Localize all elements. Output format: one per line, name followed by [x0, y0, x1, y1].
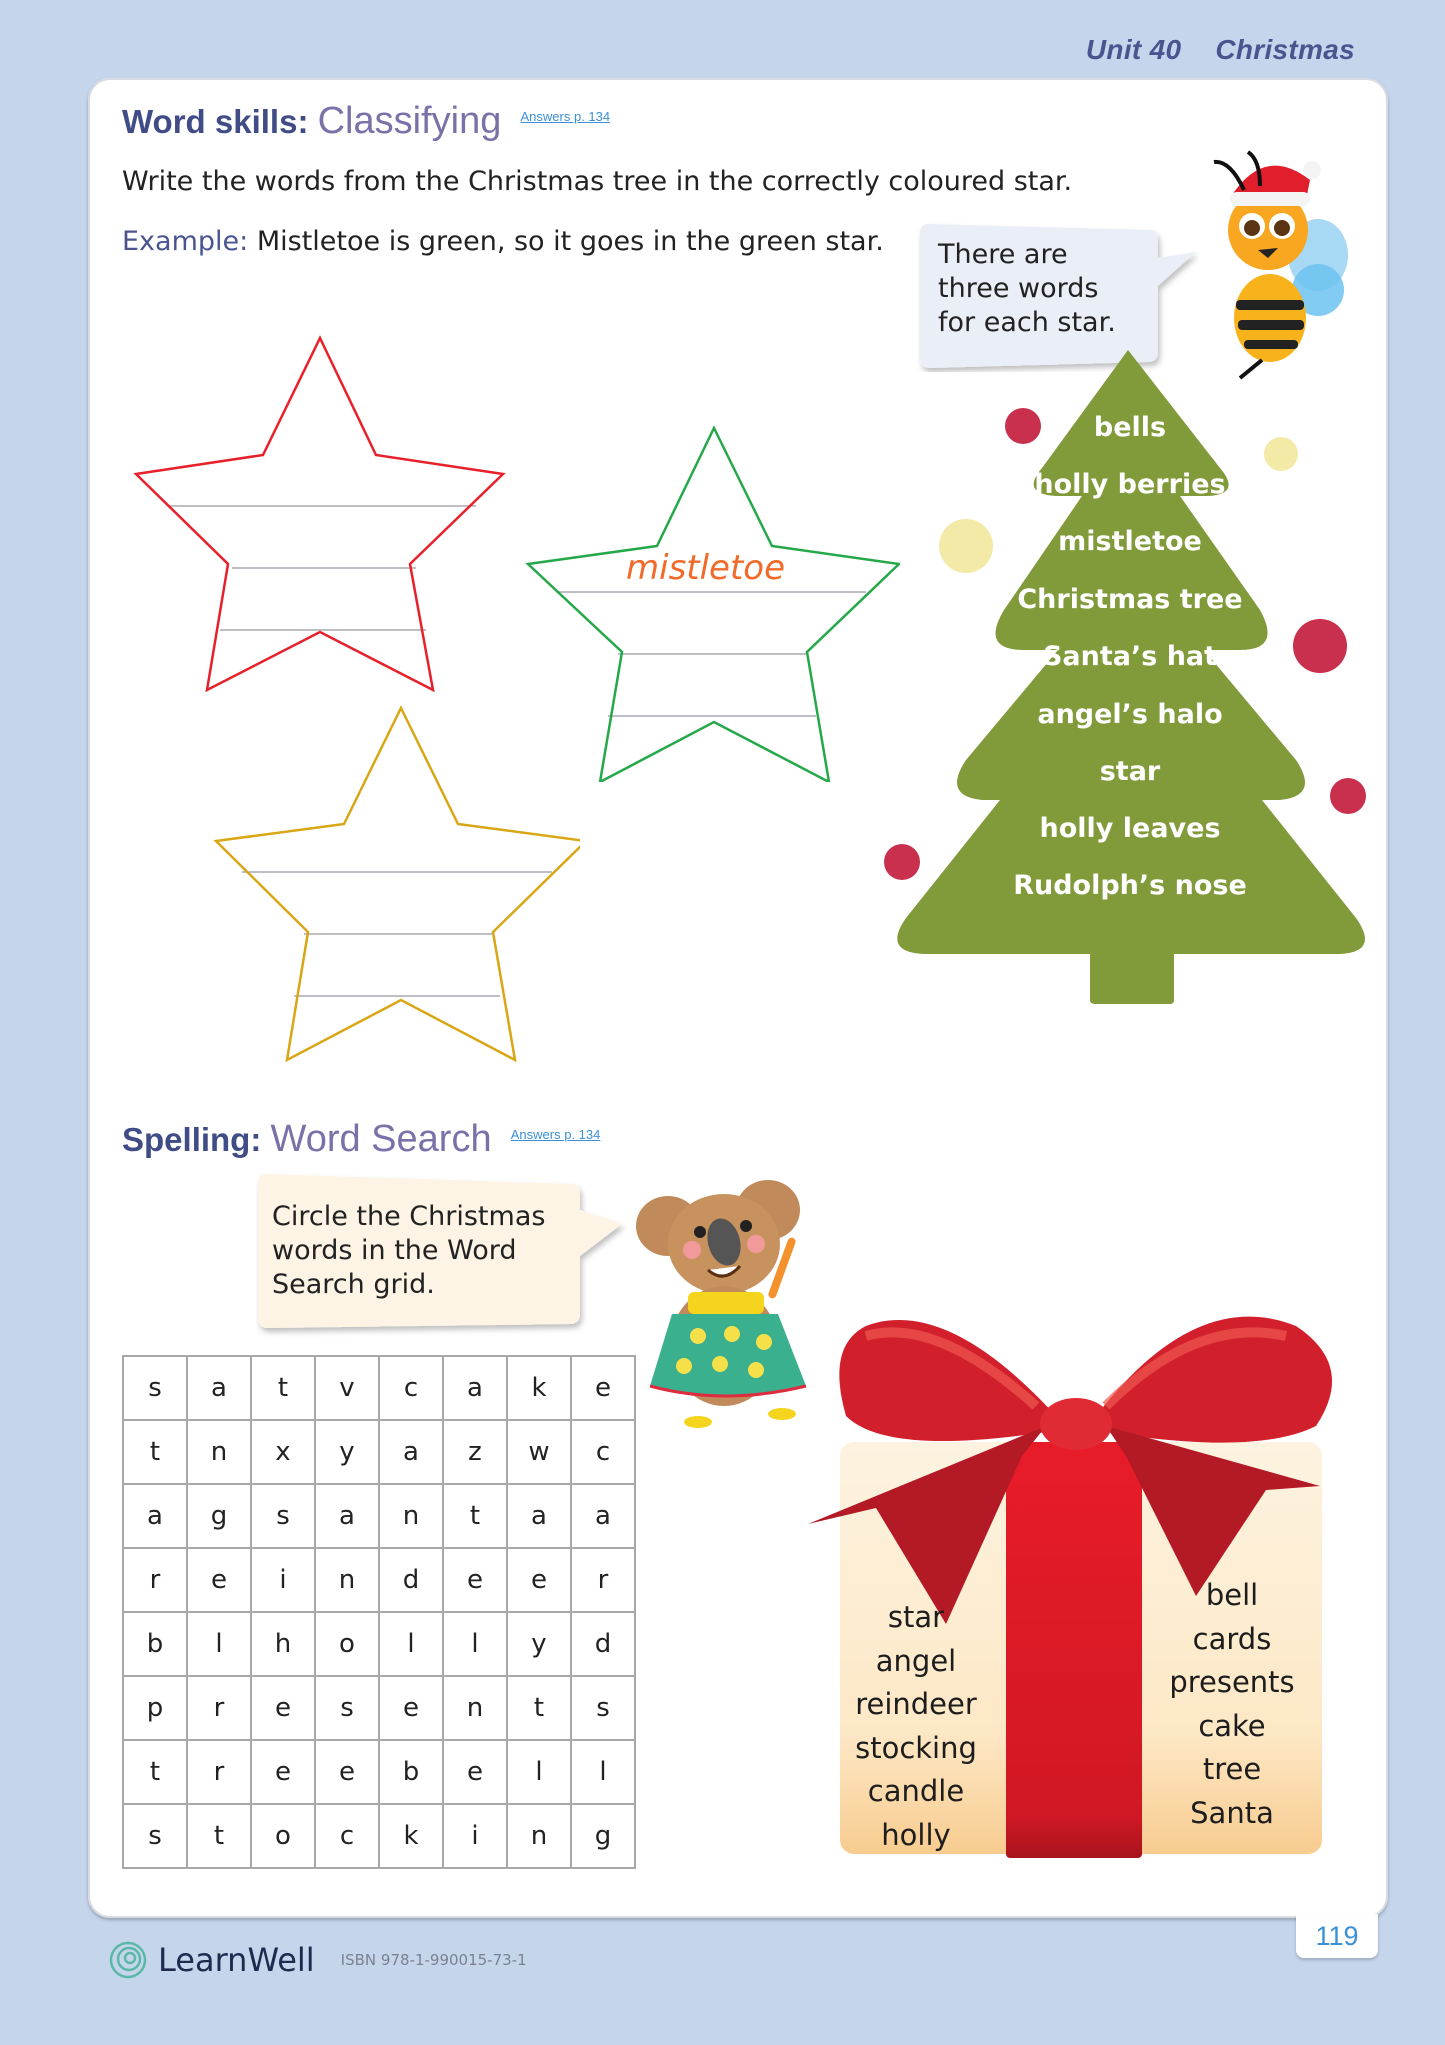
grid-cell[interactable]: g	[571, 1804, 635, 1868]
grid-cell[interactable]: a	[571, 1484, 635, 1548]
tree-word: Santa’s hat	[1042, 641, 1218, 672]
grid-cell[interactable]: e	[571, 1356, 635, 1420]
gift-word: bell	[1205, 1578, 1259, 1612]
section-title: Word Search	[270, 1118, 492, 1160]
grid-cell[interactable]: l	[443, 1612, 507, 1676]
gift-box	[796, 1256, 1356, 1876]
tree-word: angel’s halo	[1037, 699, 1223, 730]
gift-word: holly	[881, 1817, 951, 1852]
grid-cell[interactable]: l	[187, 1612, 251, 1676]
grid-cell[interactable]: a	[123, 1484, 187, 1548]
gift-words-right	[1152, 1574, 1312, 1835]
grid-cell[interactable]: w	[507, 1420, 571, 1484]
answers-link[interactable]: Answers p. 134	[520, 109, 611, 124]
grid-cell[interactable]: n	[379, 1484, 443, 1548]
page-number: 119	[1296, 1914, 1378, 1958]
gift-word: star	[887, 1600, 945, 1634]
grid-cell[interactable]: d	[379, 1548, 443, 1612]
tree-word: star	[1099, 756, 1161, 787]
learnwell-logo-icon	[108, 1940, 148, 1980]
grid-cell[interactable]: p	[123, 1676, 187, 1740]
grid-cell[interactable]: o	[315, 1612, 379, 1676]
gold-star[interactable]	[200, 704, 580, 1064]
grid-cell[interactable]: b	[379, 1740, 443, 1804]
unit-number: Unit 40	[1085, 34, 1182, 65]
grid-cell[interactable]: n	[507, 1804, 571, 1868]
section-lead: Spelling:	[122, 1121, 262, 1158]
example-answer-word: mistletoe	[626, 548, 786, 588]
grid-row	[123, 1484, 635, 1548]
grid-cell[interactable]: o	[251, 1804, 315, 1868]
grid-cell[interactable]: t	[251, 1356, 315, 1420]
grid-cell[interactable]: r	[123, 1548, 187, 1612]
koala-speech-bubble	[256, 1172, 586, 1332]
grid-cell[interactable]: c	[571, 1420, 635, 1484]
grid-cell[interactable]: b	[123, 1612, 187, 1676]
grid-row	[123, 1804, 635, 1868]
grid-cell[interactable]: n	[187, 1420, 251, 1484]
bubble-line: words in the Word	[272, 1235, 517, 1266]
instruction-text: Write the words from the Christmas tree in the correctly coloured star.	[122, 166, 1073, 197]
section-lead: Word skills:	[122, 103, 309, 140]
grid-cell[interactable]: c	[315, 1804, 379, 1868]
grid-cell[interactable]: t	[123, 1420, 187, 1484]
grid-cell[interactable]: s	[571, 1676, 635, 1740]
tree-word: holly leaves	[1039, 813, 1221, 844]
gift-word: cards	[1192, 1621, 1272, 1656]
grid-cell[interactable]: k	[507, 1356, 571, 1420]
grid-cell[interactable]: s	[123, 1804, 187, 1868]
grid-cell[interactable]: t	[507, 1676, 571, 1740]
gift-word: cake	[1198, 1708, 1266, 1743]
grid-row	[123, 1356, 635, 1420]
answers-link[interactable]: Answers p. 134	[510, 1127, 601, 1142]
section-title: Classifying	[317, 100, 502, 142]
footer	[108, 1940, 527, 1980]
grid-cell[interactable]: s	[251, 1484, 315, 1548]
grid-row	[123, 1548, 635, 1612]
grid-row	[123, 1740, 635, 1804]
grid-row	[123, 1676, 635, 1740]
grid-cell[interactable]: a	[507, 1484, 571, 1548]
tree-word: bells	[1093, 412, 1167, 443]
isbn: ISBN 978-1-990015-73-1	[340, 1951, 527, 1969]
word-search-grid	[122, 1355, 636, 1869]
spelling-heading	[122, 1118, 600, 1161]
grid-cell[interactable]: a	[315, 1484, 379, 1548]
grid-cell[interactable]: i	[251, 1548, 315, 1612]
tree-icon	[890, 350, 1370, 1005]
gift-word: stocking	[855, 1730, 977, 1765]
grid-cell[interactable]: k	[379, 1804, 443, 1868]
grid-cell[interactable]: v	[315, 1356, 379, 1420]
grid-cell[interactable]: l	[571, 1740, 635, 1804]
grid-cell[interactable]: x	[251, 1420, 315, 1484]
gift-word: tree	[1202, 1752, 1262, 1786]
bubble-line: There are	[938, 239, 1068, 270]
bee-mascot-icon	[1200, 140, 1360, 380]
example-text	[122, 226, 884, 257]
bubble-line: Search grid.	[272, 1269, 435, 1300]
bee-speech-bubble	[918, 222, 1178, 370]
grid-cell[interactable]: r	[187, 1740, 251, 1804]
grid-cell[interactable]: t	[123, 1740, 187, 1804]
grid-cell[interactable]: c	[379, 1356, 443, 1420]
grid-cell[interactable]: r	[571, 1548, 635, 1612]
brand-name: LearnWell	[158, 1941, 315, 1979]
grid-cell[interactable]: l	[379, 1612, 443, 1676]
grid-cell[interactable]: s	[315, 1676, 379, 1740]
grid-cell[interactable]: l	[507, 1740, 571, 1804]
grid-cell[interactable]: h	[251, 1612, 315, 1676]
grid-cell[interactable]: t	[187, 1804, 251, 1868]
grid-cell[interactable]: t	[443, 1484, 507, 1548]
grid-cell[interactable]: e	[379, 1676, 443, 1740]
grid-cell[interactable]: e	[443, 1548, 507, 1612]
grid-cell[interactable]: d	[571, 1612, 635, 1676]
grid-row	[123, 1612, 635, 1676]
grid-cell[interactable]: e	[251, 1740, 315, 1804]
unit-topic: Christmas	[1215, 34, 1355, 65]
grid-cell[interactable]: z	[443, 1420, 507, 1484]
grid-cell[interactable]: e	[315, 1740, 379, 1804]
gift-word: presents	[1169, 1665, 1295, 1699]
grid-cell[interactable]: y	[507, 1612, 571, 1676]
gift-words-left	[836, 1596, 996, 1857]
gift-word: Santa	[1190, 1795, 1274, 1830]
bubble-line: three words	[938, 273, 1099, 304]
grid-cell[interactable]: e	[443, 1740, 507, 1804]
grid-cell[interactable]: y	[315, 1420, 379, 1484]
grid-cell[interactable]: e	[187, 1548, 251, 1612]
grid-cell[interactable]: a	[379, 1420, 443, 1484]
tree-word: Christmas tree	[1017, 584, 1243, 615]
unit-header	[1086, 34, 1355, 66]
tree-word: mistletoe	[1058, 526, 1202, 557]
gift-word: candle	[867, 1774, 965, 1808]
tree-word: Rudolph’s nose	[1013, 870, 1247, 901]
example-lead: Example:	[122, 226, 249, 257]
grid-cell[interactable]: n	[443, 1676, 507, 1740]
gift-word: reindeer	[855, 1687, 977, 1721]
bubble-line: for each star.	[938, 307, 1116, 338]
grid-cell[interactable]: a	[443, 1356, 507, 1420]
grid-cell[interactable]: e	[507, 1548, 571, 1612]
bubble-line: Circle the Christmas	[272, 1201, 546, 1232]
word-skills-heading	[122, 100, 610, 143]
tree-word: holly berries	[1034, 469, 1226, 500]
grid-cell[interactable]: r	[187, 1676, 251, 1740]
example-body: Mistletoe is green, so it goes in the green star.	[256, 226, 884, 257]
grid-cell[interactable]: g	[187, 1484, 251, 1548]
gift-word: angel	[875, 1643, 957, 1678]
grid-cell[interactable]: a	[187, 1356, 251, 1420]
grid-cell[interactable]: n	[315, 1548, 379, 1612]
red-star[interactable]	[130, 334, 510, 694]
grid-cell[interactable]: e	[251, 1676, 315, 1740]
grid-row	[123, 1420, 635, 1484]
grid-cell[interactable]: s	[123, 1356, 187, 1420]
christmas-tree	[890, 350, 1370, 1005]
grid-cell[interactable]: i	[443, 1804, 507, 1868]
